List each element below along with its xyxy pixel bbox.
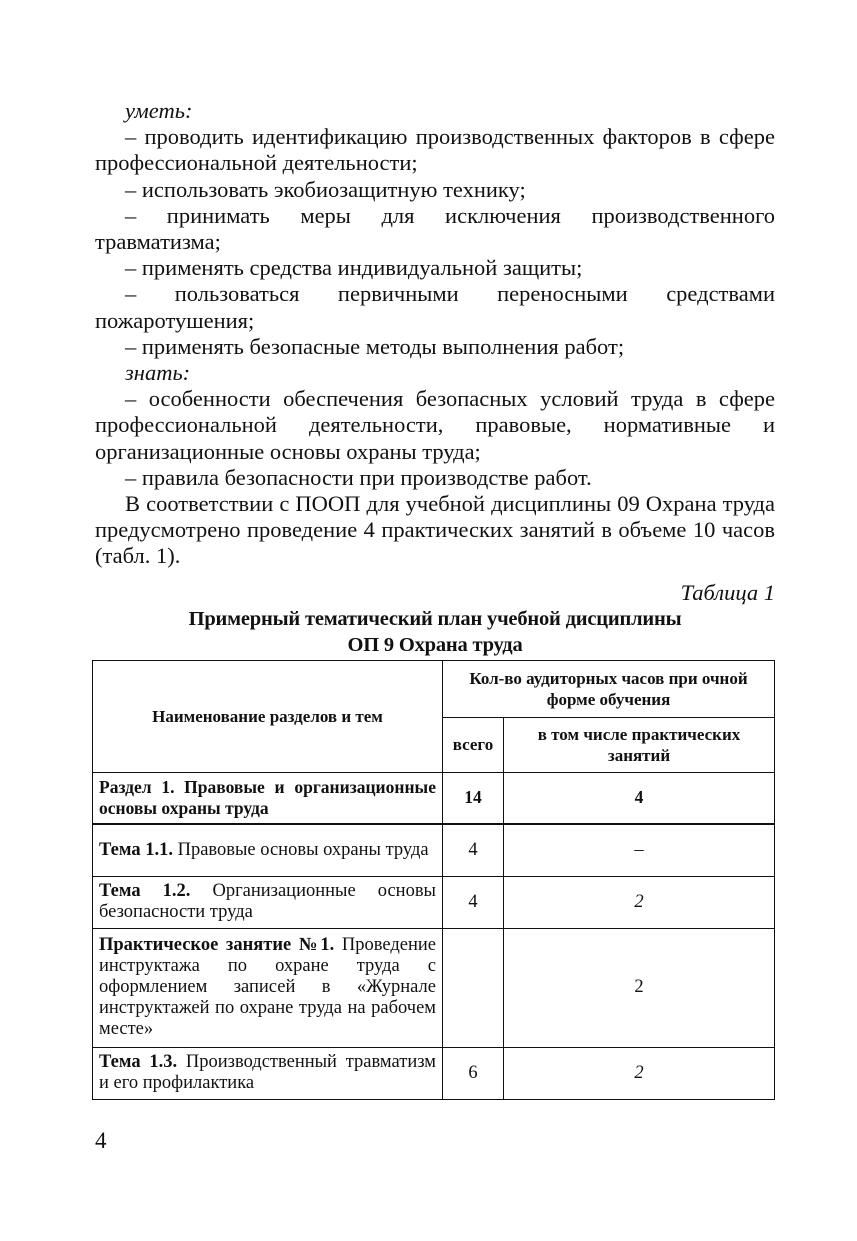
row-name [93,1047,443,1099]
knowledge-heading: знать: [125,360,191,386]
skill-item: – принимать меры для исключения производственного травматизма; [95,202,775,255]
row-label: Тема 1.2. [99,881,191,902]
summary-paragraph: В соответствии с ПООП для учебной дисциплины 09 Охрана труда предусмотрено проведение 4 практических занятий в объеме 10 часов (табл. 1). [95,491,775,569]
header-name: Наименование разделов и тем [93,660,443,772]
row-name [93,824,443,877]
header-hours-group: Кол-во аудиторных часов при очной форме обучения [443,660,775,717]
table-header-row [93,660,775,717]
table-caption: Таблица 1 [680,579,775,605]
header-total: всего [443,717,504,772]
row-practical: 4 [504,772,775,824]
row-name [93,876,443,928]
row-total: 6 [443,1047,504,1099]
table-row [93,876,775,928]
header-practical: в том числе практических занятий [504,717,775,772]
knowledge-item: – особенности обеспечения безопасных условий труда в сфере профессиональной деятельности, правовые, нормативные и организационные основы охраны труда; [95,386,775,464]
table-row [93,772,775,824]
row-text: Правовые основы охраны труда [172,839,429,860]
row-label: Практическое занятие №1. [99,935,335,956]
row-practical: – [504,824,775,877]
skill-item: – применять безопасные методы выполнения работ; [125,333,625,359]
row-total: 4 [443,824,504,877]
row-label: Тема 1.3. [99,1052,178,1073]
page-content [95,98,775,1100]
table-row [93,824,775,877]
row-total: 14 [443,772,504,824]
row-name: Раздел 1. Правовые и организационные основы охраны труда [93,772,443,824]
row-text: Организационные основы безопасности труда [99,881,436,923]
row-practical: 2 [504,876,775,928]
skill-item: – использовать экобиозащитную технику; [125,176,526,202]
page-number: 4 [95,1128,107,1153]
table-title-line1: Примерный тематический план учебной дисциплины [188,607,682,630]
thematic-plan-table [92,660,775,1100]
row-total: 4 [443,876,504,928]
row-label: Тема 1.1. [99,839,173,860]
knowledge-item: – правила безопасности при производстве работ. [125,464,592,490]
row-name [93,928,443,1047]
row-text: Производственный травматизм и его профилактика [99,1052,436,1094]
row-text: Проведение инструктажа по охране труда с оформлением записей в «Журнале инструктажей по охране труда на рабочем месте» [99,935,436,1040]
table-row [93,928,775,1047]
row-practical: 2 [504,1047,775,1099]
skills-heading: уметь: [125,98,193,123]
row-total [443,928,504,1047]
skill-item: – пользоваться первичными переносными средствами пожаротушения; [95,281,775,333]
skill-item: – проводить идентификацию производственных факторов в сфере профессиональной деятельности; [95,124,775,176]
table-row [93,1047,775,1099]
row-practical: 2 [504,928,775,1047]
skill-item: – применять средства индивидуальной защиты; [125,255,583,281]
table-title-line2: ОП 9 Охрана труда [347,633,523,656]
